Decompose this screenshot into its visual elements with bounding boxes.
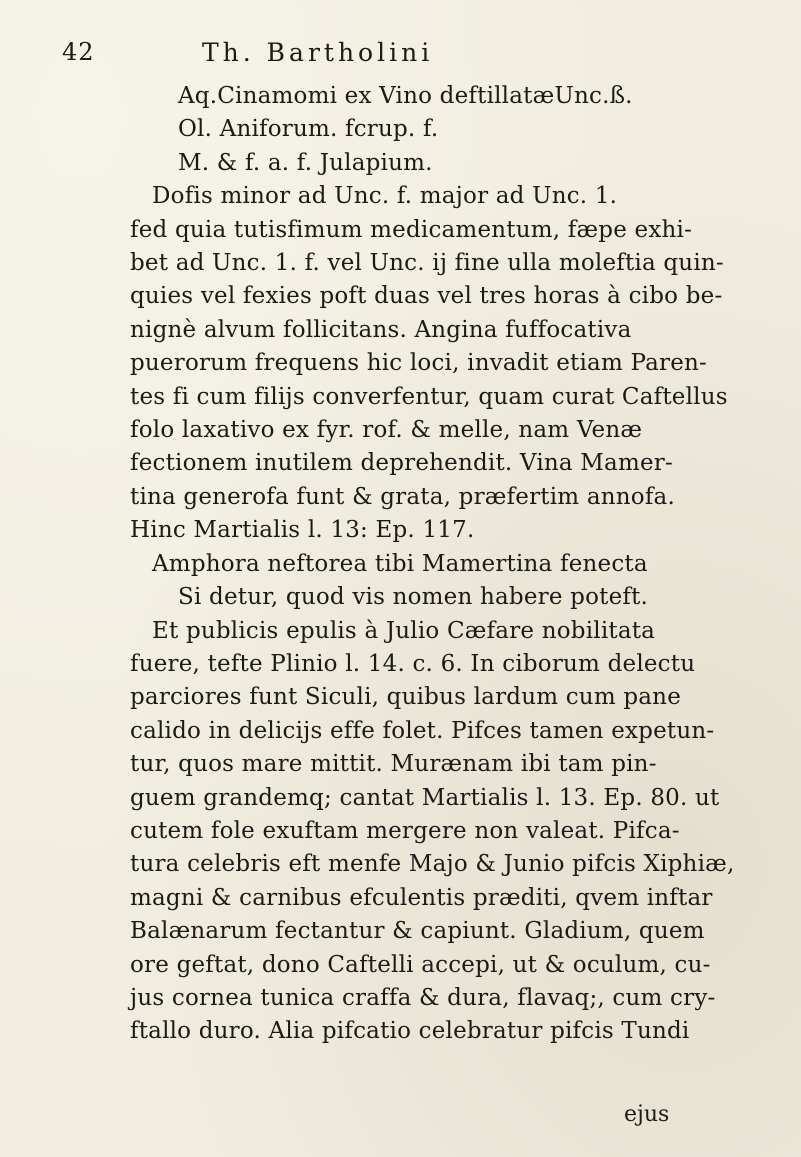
verse-line: Amphora neftorea tibi Mamertina fenecta — [152, 550, 648, 577]
text-line: puerorum frequens hic loci, invadit etiam Paren- — [130, 350, 708, 377]
verse-line: Si detur, quod vis nomen habere poteft. — [178, 584, 649, 611]
text-line: tura celebris eft menfe Majo & Junio pifcis Xiphiæ, — [130, 851, 735, 878]
text-line: tina generofa funt & grata, præfertim annofa. — [130, 483, 675, 510]
catchword: ejus — [624, 1102, 670, 1127]
text-line: parciores funt Siculi, quibus lardum cum pane — [130, 684, 682, 711]
body-text — [130, 80, 770, 1049]
text-line: M. & f. a. f. Julapium. — [178, 149, 433, 176]
text-line: nignè alvum follicitans. Angina fuffocativa — [130, 316, 632, 343]
text-line: Hinc Martialis l. 13: Ep. 117. — [130, 517, 475, 544]
text-line: Ol. Aniforum. fcrup. f. — [178, 116, 439, 143]
text-line: folo laxativo ex fyr. rof. & melle, nam Venæ — [130, 417, 643, 444]
text-line: fectionem inutilem deprehendit. Vina Mamer- — [130, 450, 673, 477]
text-line: Balænarum fectantur & capiunt. Gladium, quem — [130, 918, 705, 945]
text-line: bet ad Unc. 1. f. vel Unc. ij fine ulla moleftia quin- — [130, 250, 724, 277]
page-header — [62, 38, 752, 78]
text-line: tes fi cum filijs converfentur, quam curat Caftellus — [130, 383, 728, 410]
text-line: Et publicis epulis à Julio Cæfare nobilitata — [152, 617, 656, 644]
text-line: cutem fole exuftam mergere non valeat. Pifca- — [130, 817, 680, 844]
running-head: Th. Bartholini — [202, 38, 434, 67]
text-line: jus cornea tunica craffa & dura, flavaq;, cum cry- — [130, 984, 716, 1011]
page-number: 42 — [62, 38, 95, 66]
text-line: guem grandemq; cantat Martialis l. 13. Ep. 80. ut — [130, 784, 720, 811]
text-line: ore geftat, dono Caftelli accepi, ut & oculum, cu- — [130, 951, 711, 978]
text-line: calido in delicijs effe folet. Pifces tamen expetun- — [130, 717, 715, 744]
text-line: quies vel fexies poft duas vel tres horas à cibo be- — [130, 283, 723, 310]
text-line: tur, quos mare mittit. Murænam ibi tam pin- — [130, 751, 657, 778]
text-line: Dofis minor ad Unc. f. major ad Unc. 1. — [152, 183, 618, 210]
text-line: Aq.Cinamomi ex Vino deftillatæUnc.ß. — [178, 83, 633, 109]
text-line: fed quia tutisfimum medicamentum, fæpe exhi- — [130, 216, 693, 243]
text-line: fuere, tefte Plinio l. 14. c. 6. In ciborum delectu — [130, 650, 696, 677]
text-line: magni & carnibus efculentis præditi, qvem inftar — [130, 884, 713, 911]
text-line: ftallo duro. Alia pifcatio celebratur pifcis Tundi — [130, 1018, 690, 1045]
